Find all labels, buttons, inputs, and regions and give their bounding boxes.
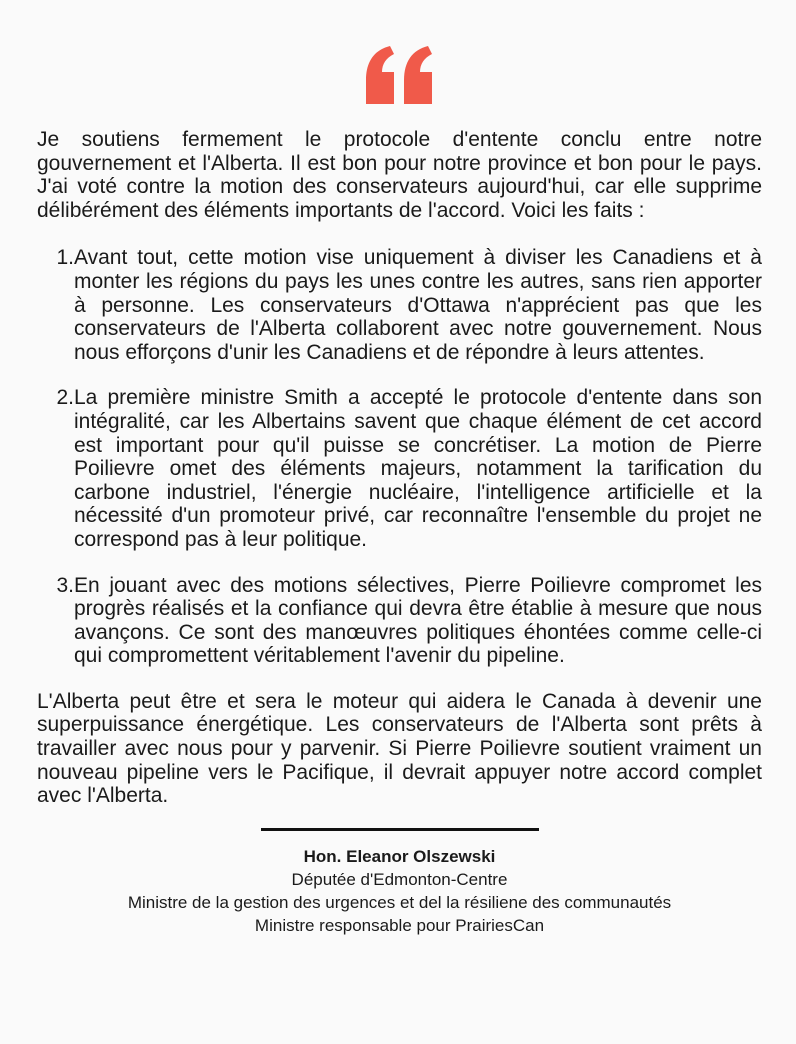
list-item-text: Avant tout, cette motion vise uniquement à diviser les Canadiens et à monter les régions du pays les unes contre les autres, sans rien apporter à personne. Les conservateurs d'Ottawa n'apprécient pas que les conservateurs de l'Alberta collaborent avec notre gouvernement. Nous nous efforçons d'unir les Canadiens et de répondre à leurs attentes.: [74, 246, 762, 364]
quote-mark-icon: [364, 44, 436, 106]
list-item: [37, 386, 762, 551]
signature-riding: Députée d'Edmonton-Centre: [291, 869, 508, 889]
signature-block: [37, 845, 762, 937]
points-list: [37, 246, 762, 668]
list-item-text: La première ministre Smith a accepté le protocole d'entente dans son intégralité, car les Albertains savent que chaque élément de cet accord est important pour qu'il puisse se concrétiser. La motion de Pierre Poilievre omet des éléments majeurs, notamment la tarification du carbone industriel, l'énergie nucléaire, l'intelligence artificielle et la nécessité d'un promoteur privé, car reconnaître l'ensemble du projet ne correspond pas à leur politique.: [74, 386, 762, 551]
signature-title-2: Ministre responsable pour PrairiesCan: [254, 915, 545, 935]
list-item-number: 1.: [56, 246, 74, 270]
list-item: [37, 574, 762, 668]
list-item-number: 3.: [56, 573, 74, 597]
statement-card: [0, 44, 796, 1044]
intro-paragraph: Je soutiens fermement le protocole d'entente conclu entre notre gouvernement et l'Alberta. Il est bon pour notre province et bon pour le pays. J'ai voté contre la motion des conservateurs aujourd'hui, car elle supprime délibérément des éléments importants de l'accord. Voici les faits :: [37, 128, 762, 222]
signature-name: Hon. Eleanor Olszewski: [303, 846, 496, 866]
signature-title-1: Ministre de la gestion des urgences et del la résiliene des communautés: [127, 892, 672, 912]
list-item-number: 2.: [56, 386, 74, 410]
list-item: [37, 246, 762, 364]
list-item-text: En jouant avec des motions sélectives, Pierre Poilievre compromet les progrès réalisés et la confiance qui devra être établie à mesure que nous avançons. Ce sont des manœuvres politiques éhontées comme celle-ci qui compromettent véritablement l'avenir du pipeline.: [74, 573, 762, 668]
closing-paragraph: L'Alberta peut être et sera le moteur qui aidera le Canada à devenir une superpuissance énergétique. Les conservateurs de l'Alberta sont prêts à travailler avec nous pour y parvenir. Si Pierre Poilievre soutient vraiment un nouveau pipeline vers le Pacifique, il devrait appuyer notre accord complet avec l'Alberta.: [37, 689, 762, 808]
signature-divider: [261, 828, 539, 831]
